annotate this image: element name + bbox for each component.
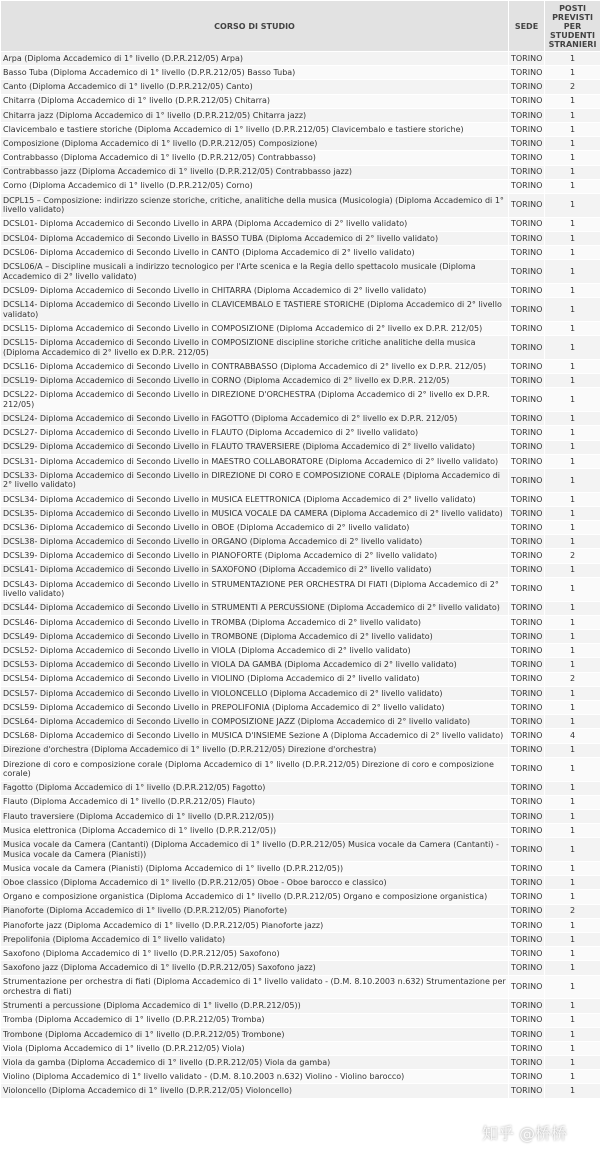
cell-sede: TORINO	[509, 137, 545, 151]
cell-sede: TORINO	[509, 601, 545, 615]
header-row	[1, 1, 600, 52]
cell-course: DCSL59- Diploma Accademico di Secondo Livello in PREPOLIFONIA (Diploma Accademico di 2° livello validato)	[1, 700, 509, 714]
cell-sede: TORINO	[509, 151, 545, 165]
cell-course: Violino (Diploma Accademico di 1° livello validato - (D.M. 8.10.2003 n.632) Violino - Violino barocco)	[1, 1070, 509, 1084]
cell-sede: TORINO	[509, 715, 545, 729]
cell-posti: 1	[545, 947, 600, 961]
cell-posti: 1	[545, 876, 600, 890]
cell-sede: TORINO	[509, 231, 545, 245]
table-row	[1, 260, 600, 284]
table-row	[1, 426, 600, 440]
table-row	[1, 284, 600, 298]
cell-sede: TORINO	[509, 217, 545, 231]
cell-posti: 1	[545, 1013, 600, 1027]
cell-course: Canto (Diploma Accademico di 1° livello (D.P.R.212/05) Canto)	[1, 80, 509, 94]
cell-sede: TORINO	[509, 644, 545, 658]
cell-sede: TORINO	[509, 260, 545, 284]
table-row	[1, 80, 600, 94]
cell-sede: TORINO	[509, 795, 545, 809]
cell-posti: 1	[545, 795, 600, 809]
table-row	[1, 876, 600, 890]
cell-sede: TORINO	[509, 246, 545, 260]
cell-posti: 1	[545, 521, 600, 535]
cell-posti: 1	[545, 246, 600, 260]
cell-course: DCSL49- Diploma Accademico di Secondo Livello in TROMBONE (Diploma Accademico di 2° livello validato)	[1, 630, 509, 644]
cell-posti: 2	[545, 80, 600, 94]
cell-sede: TORINO	[509, 336, 545, 360]
cell-sede: TORINO	[509, 94, 545, 108]
cell-course: DCSL34- Diploma Accademico di Secondo Livello in MUSICA ELETTRONICA (Diploma Accademico di 2° livello validato)	[1, 492, 509, 506]
cell-posti: 1	[545, 217, 600, 231]
cell-posti: 1	[545, 809, 600, 823]
cell-course: Saxofono (Diploma Accademico di 1° livello (D.P.R.212/05) Saxofono)	[1, 947, 509, 961]
cell-course: Organo e composizione organistica (Diploma Accademico di 1° livello (D.P.R.212/05) Organo e composizione organistica)	[1, 890, 509, 904]
cell-course: DCSL15- Diploma Accademico di Secondo Livello in COMPOSIZIONE (Diploma Accademico di 2° livello ex D.P.R. 212/05)	[1, 322, 509, 336]
cell-posti: 1	[545, 644, 600, 658]
cell-sede: TORINO	[509, 506, 545, 520]
cell-sede: TORINO	[509, 440, 545, 454]
cell-course: Pianoforte jazz (Diploma Accademico di 1° livello (D.P.R.212/05) Pianoforte jazz)	[1, 918, 509, 932]
cell-posti: 1	[545, 1027, 600, 1041]
cell-course: Trombone (Diploma Accademico di 1° livello (D.P.R.212/05) Trombone)	[1, 1027, 509, 1041]
cell-posti: 1	[545, 535, 600, 549]
table-row	[1, 440, 600, 454]
table-row	[1, 700, 600, 714]
table-row	[1, 918, 600, 932]
cell-posti: 1	[545, 890, 600, 904]
table-row	[1, 388, 600, 412]
table-row	[1, 630, 600, 644]
cell-course: DCSL24- Diploma Accademico di Secondo Livello in FAGOTTO (Diploma Accademico di 2° livello ex D.P.R. 212/05)	[1, 412, 509, 426]
cell-posti: 1	[545, 918, 600, 932]
cell-sede: TORINO	[509, 179, 545, 193]
cell-posti: 1	[545, 122, 600, 136]
table-row	[1, 743, 600, 757]
table-row	[1, 468, 600, 492]
cell-course: Musica elettronica (Diploma Accademico di 1° livello (D.P.R.212/05))	[1, 824, 509, 838]
cell-course: DCSL35- Diploma Accademico di Secondo Livello in MUSICA VOCALE DA CAMERA (Diploma Accademico di 2° livello validato)	[1, 506, 509, 520]
cell-sede: TORINO	[509, 388, 545, 412]
table-row	[1, 890, 600, 904]
cell-posti: 1	[545, 492, 600, 506]
cell-sede: TORINO	[509, 374, 545, 388]
cell-posti: 1	[545, 322, 600, 336]
cell-course: DCSL41- Diploma Accademico di Secondo Livello in SAXOFONO (Diploma Accademico di 2° livello validato)	[1, 563, 509, 577]
cell-sede: TORINO	[509, 535, 545, 549]
cell-sede: TORINO	[509, 975, 545, 999]
table-row	[1, 932, 600, 946]
cell-sede: TORINO	[509, 838, 545, 862]
cell-course: DCSL15- Diploma Accademico di Secondo Livello in COMPOSIZIONE discipline storiche critiche analitiche della musica (Diploma Accademico di 2° livello ex D.P.R. 212/05)	[1, 336, 509, 360]
cell-sede: TORINO	[509, 932, 545, 946]
cell-sede: TORINO	[509, 426, 545, 440]
cell-sede: TORINO	[509, 52, 545, 66]
cell-sede: TORINO	[509, 630, 545, 644]
table-row	[1, 809, 600, 823]
cell-course: DCSL33- Diploma Accademico di Secondo Livello in DIREZIONE DI CORO E COMPOSIZIONE CORALE (Diploma Accademico di 2° livello validato)	[1, 468, 509, 492]
cell-posti: 1	[545, 108, 600, 122]
cell-sede: TORINO	[509, 322, 545, 336]
cell-course: DCSL44- Diploma Accademico di Secondo Livello in STRUMENTI A PERCUSSIONE (Diploma Accademico di 2° livello validato)	[1, 601, 509, 615]
table-row	[1, 601, 600, 615]
table-row	[1, 961, 600, 975]
table-row	[1, 108, 600, 122]
cell-posti: 1	[545, 781, 600, 795]
cell-course: DCSL43- Diploma Accademico di Secondo Livello in STRUMENTAZIONE PER ORCHESTRA DI FIATI (Diploma Accademico di 2° livello validato)	[1, 577, 509, 601]
cell-posti: 1	[545, 151, 600, 165]
cell-course: DCSL16- Diploma Accademico di Secondo Livello in CONTRABBASSO (Diploma Accademico di 2° livello ex D.P.R. 212/05)	[1, 360, 509, 374]
cell-course: DCSL38- Diploma Accademico di Secondo Livello in ORGANO (Diploma Accademico di 2° livello validato)	[1, 535, 509, 549]
cell-course: Flauto (Diploma Accademico di 1° livello (D.P.R.212/05) Flauto)	[1, 795, 509, 809]
cell-sede: TORINO	[509, 492, 545, 506]
cell-course: DCSL52- Diploma Accademico di Secondo Livello in VIOLA (Diploma Accademico di 2° livello validato)	[1, 644, 509, 658]
cell-sede: TORINO	[509, 743, 545, 757]
cell-sede: TORINO	[509, 904, 545, 918]
cell-sede: TORINO	[509, 298, 545, 322]
cell-course: Oboe classico (Diploma Accademico di 1° livello (D.P.R.212/05) Oboe - Oboe barocco e classico)	[1, 876, 509, 890]
cell-posti: 4	[545, 729, 600, 743]
cell-posti: 1	[545, 1056, 600, 1070]
cell-posti: 1	[545, 932, 600, 946]
cell-course: Flauto traversiere (Diploma Accademico di 1° livello (D.P.R.212/05))	[1, 809, 509, 823]
cell-sede: TORINO	[509, 360, 545, 374]
cell-course: Musica vocale da Camera (Pianisti) (Diploma Accademico di 1° livello (D.P.R.212/05))	[1, 862, 509, 876]
cell-course: DCSL06- Diploma Accademico di Secondo Livello in CANTO (Diploma Accademico di 2° livello validato)	[1, 246, 509, 260]
cell-posti: 1	[545, 388, 600, 412]
cell-course: Direzione di coro e composizione corale (Diploma Accademico di 1° livello (D.P.R.212/05) Direzione di coro e composizione corale)	[1, 757, 509, 781]
table-row	[1, 298, 600, 322]
cell-sede: TORINO	[509, 781, 545, 795]
cell-sede: TORINO	[509, 1027, 545, 1041]
cell-course: Strumentazione per orchestra di fiati (Diploma Accademico di 1° livello validato - (D.M. 8.10.2003 n.632) Strumentazione per orchestra di fiati)	[1, 975, 509, 999]
table-row	[1, 165, 600, 179]
cell-posti: 1	[545, 862, 600, 876]
cell-posti: 1	[545, 1084, 600, 1098]
cell-posti: 1	[545, 360, 600, 374]
cell-posti: 1	[545, 440, 600, 454]
cell-sede: TORINO	[509, 947, 545, 961]
table-row	[1, 492, 600, 506]
cell-course: Fagotto (Diploma Accademico di 1° livello (D.P.R.212/05) Fagotto)	[1, 781, 509, 795]
cell-sede: TORINO	[509, 672, 545, 686]
cell-course: Contrabbasso jazz (Diploma Accademico di 1° livello (D.P.R.212/05) Contrabbasso jazz)	[1, 165, 509, 179]
cell-posti: 1	[545, 284, 600, 298]
cell-course: DCSL31- Diploma Accademico di Secondo Livello in MAESTRO COLLABORATORE (Diploma Accademico di 2° livello validato)	[1, 454, 509, 468]
table-row	[1, 947, 600, 961]
table-row	[1, 193, 600, 217]
table-row	[1, 231, 600, 245]
cell-posti: 1	[545, 231, 600, 245]
cell-posti: 1	[545, 137, 600, 151]
cell-course: Arpa (Diploma Accademico di 1° livello (D.P.R.212/05) Arpa)	[1, 52, 509, 66]
cell-course: Pianoforte (Diploma Accademico di 1° livello (D.P.R.212/05) Pianoforte)	[1, 904, 509, 918]
cell-sede: TORINO	[509, 729, 545, 743]
table-row	[1, 374, 600, 388]
cell-course: Basso Tuba (Diploma Accademico di 1° livello (D.P.R.212/05) Basso Tuba)	[1, 66, 509, 80]
table-row	[1, 1041, 600, 1055]
cell-posti: 1	[545, 454, 600, 468]
table-row	[1, 549, 600, 563]
cell-posti: 1	[545, 975, 600, 999]
cell-sede: TORINO	[509, 824, 545, 838]
cell-course: Saxofono jazz (Diploma Accademico di 1° livello (D.P.R.212/05) Saxofono jazz)	[1, 961, 509, 975]
table-row	[1, 322, 600, 336]
cell-sede: TORINO	[509, 615, 545, 629]
cell-sede: TORINO	[509, 284, 545, 298]
cell-course: DCSL06/A – Discipline musicali a indirizzo tecnologico per l'Arte scenica e la Regia dello spettacolo musicale (Diploma Accademico di 2° livello validato)	[1, 260, 509, 284]
watermark: 知乎 @桥桥	[482, 1124, 568, 1143]
table-row	[1, 217, 600, 231]
cell-sede: TORINO	[509, 658, 545, 672]
cell-course: DCSL29- Diploma Accademico di Secondo Livello in FLAUTO TRAVERSIERE (Diploma Accademico di 2° livello validato)	[1, 440, 509, 454]
cell-course: DCSL68- Diploma Accademico di Secondo Livello in MUSICA D'INSIEME Sezione A (Diploma Accademico di 2° livello validato)	[1, 729, 509, 743]
cell-sede: TORINO	[509, 999, 545, 1013]
cell-course: DCSL14- Diploma Accademico di Secondo Livello in CLAVICEMBALO E TASTIERE STORICHE (Diploma Accademico di 2° livello validato)	[1, 298, 509, 322]
cell-course: DCSL19- Diploma Accademico di Secondo Livello in CORNO (Diploma Accademico di 2° livello ex D.P.R. 212/05)	[1, 374, 509, 388]
table-row	[1, 122, 600, 136]
cell-course: DCSL04- Diploma Accademico di Secondo Livello in BASSO TUBA (Diploma Accademico di 2° livello validato)	[1, 231, 509, 245]
cell-course: Musica vocale da Camera (Cantanti) (Diploma Accademico di 1° livello (D.P.R.212/05) Musica vocale da Camera (Cantanti) - Musica vocale da Camera (Pianisti))	[1, 838, 509, 862]
table-row	[1, 1070, 600, 1084]
cell-course: Direzione d'orchestra (Diploma Accademico di 1° livello (D.P.R.212/05) Direzione d'orchestra)	[1, 743, 509, 757]
cell-course: Contrabbasso (Diploma Accademico di 1° livello (D.P.R.212/05) Contrabbasso)	[1, 151, 509, 165]
table-row	[1, 862, 600, 876]
table-row	[1, 795, 600, 809]
cell-course: Clavicembalo e tastiere storiche (Diploma Accademico di 1° livello (D.P.R.212/05) Clavicembalo e tastiere storiche)	[1, 122, 509, 136]
cell-posti: 1	[545, 260, 600, 284]
cell-posti: 1	[545, 412, 600, 426]
table-row	[1, 179, 600, 193]
table-row	[1, 535, 600, 549]
cell-posti: 1	[545, 374, 600, 388]
cell-posti: 1	[545, 563, 600, 577]
table-row	[1, 506, 600, 520]
table-row	[1, 1013, 600, 1027]
cell-course: Chitarra (Diploma Accademico di 1° livello (D.P.R.212/05) Chitarra)	[1, 94, 509, 108]
cell-course: Violoncello (Diploma Accademico di 1° livello (D.P.R.212/05) Violoncello)	[1, 1084, 509, 1098]
cell-course: Tromba (Diploma Accademico di 1° livello (D.P.R.212/05) Tromba)	[1, 1013, 509, 1027]
cell-sede: TORINO	[509, 1070, 545, 1084]
cell-sede: TORINO	[509, 918, 545, 932]
cell-course: DCSL46- Diploma Accademico di Secondo Livello in TROMBA (Diploma Accademico di 2° livello validato)	[1, 615, 509, 629]
cell-posti: 1	[545, 715, 600, 729]
table-row	[1, 94, 600, 108]
cell-posti: 1	[545, 615, 600, 629]
cell-course: DCSL57- Diploma Accademico di Secondo Livello in VIOLONCELLO (Diploma Accademico di 2° livello validato)	[1, 686, 509, 700]
cell-course: Viola (Diploma Accademico di 1° livello (D.P.R.212/05) Viola)	[1, 1041, 509, 1055]
cell-sede: TORINO	[509, 876, 545, 890]
cell-course: DCSL64- Diploma Accademico di Secondo Livello in COMPOSIZIONE JAZZ (Diploma Accademico di 2° livello validato)	[1, 715, 509, 729]
table-row	[1, 729, 600, 743]
table-row	[1, 644, 600, 658]
cell-posti: 2	[545, 904, 600, 918]
cell-course: DCSL53- Diploma Accademico di Secondo Livello in VIOLA DA GAMBA (Diploma Accademico di 2° livello validato)	[1, 658, 509, 672]
cell-sede: TORINO	[509, 961, 545, 975]
cell-posti: 2	[545, 672, 600, 686]
cell-course: DCPL15 – Composizione: indirizzo scienze storiche, critiche, analitiche della musica (Musicologia) (Diploma Accademico di 1° livello validato)	[1, 193, 509, 217]
cell-sede: TORINO	[509, 1013, 545, 1027]
table-row	[1, 904, 600, 918]
table-row	[1, 151, 600, 165]
header-posti: POSTI PREVISTI PER STUDENTI STRANIERI	[545, 1, 600, 52]
cell-posti: 1	[545, 686, 600, 700]
cell-sede: TORINO	[509, 809, 545, 823]
cell-course: DCSL27- Diploma Accademico di Secondo Livello in FLAUTO (Diploma Accademico di 2° livello validato)	[1, 426, 509, 440]
cell-posti: 1	[545, 700, 600, 714]
cell-sede: TORINO	[509, 890, 545, 904]
cell-sede: TORINO	[509, 1084, 545, 1098]
table-row	[1, 658, 600, 672]
cell-posti: 1	[545, 577, 600, 601]
cell-course: Strumenti a percussione (Diploma Accademico di 1° livello (D.P.R.212/05))	[1, 999, 509, 1013]
cell-course: DCSL36- Diploma Accademico di Secondo Livello in OBOE (Diploma Accademico di 2° livello validato)	[1, 521, 509, 535]
cell-posti: 1	[545, 94, 600, 108]
table-row	[1, 975, 600, 999]
cell-posti: 1	[545, 506, 600, 520]
cell-posti: 1	[545, 165, 600, 179]
cell-sede: TORINO	[509, 686, 545, 700]
cell-sede: TORINO	[509, 80, 545, 94]
table-row	[1, 336, 600, 360]
cell-sede: TORINO	[509, 862, 545, 876]
cell-sede: TORINO	[509, 563, 545, 577]
cell-sede: TORINO	[509, 66, 545, 80]
cell-posti: 2	[545, 549, 600, 563]
table-row	[1, 66, 600, 80]
table-row	[1, 838, 600, 862]
cell-course: DCSL54- Diploma Accademico di Secondo Livello in VIOLINO (Diploma Accademico di 2° livello validato)	[1, 672, 509, 686]
cell-sede: TORINO	[509, 122, 545, 136]
table-row	[1, 412, 600, 426]
table-row	[1, 715, 600, 729]
cell-course: Viola da gamba (Diploma Accademico di 1° livello (D.P.R.212/05) Viola da gamba)	[1, 1056, 509, 1070]
header-sede: SEDE	[509, 1, 545, 52]
cell-posti: 1	[545, 743, 600, 757]
table-row	[1, 781, 600, 795]
cell-posti: 1	[545, 426, 600, 440]
table-row	[1, 999, 600, 1013]
table-row	[1, 246, 600, 260]
table-row	[1, 137, 600, 151]
table-row	[1, 757, 600, 781]
cell-posti: 1	[545, 179, 600, 193]
cell-posti: 1	[545, 824, 600, 838]
cell-sede: TORINO	[509, 165, 545, 179]
table-body	[1, 52, 600, 1099]
table-row	[1, 360, 600, 374]
cell-course: Prepolifonia (Diploma Accademico di 1° livello validato)	[1, 932, 509, 946]
table-row	[1, 52, 600, 66]
cell-posti: 1	[545, 298, 600, 322]
table-row	[1, 521, 600, 535]
cell-sede: TORINO	[509, 193, 545, 217]
table-row	[1, 615, 600, 629]
cell-posti: 1	[545, 838, 600, 862]
cell-sede: TORINO	[509, 577, 545, 601]
cell-posti: 1	[545, 630, 600, 644]
table-row	[1, 1027, 600, 1041]
table-row	[1, 454, 600, 468]
cell-posti: 1	[545, 658, 600, 672]
cell-posti: 1	[545, 999, 600, 1013]
cell-sede: TORINO	[509, 757, 545, 781]
cell-sede: TORINO	[509, 700, 545, 714]
cell-sede: TORINO	[509, 412, 545, 426]
cell-posti: 1	[545, 52, 600, 66]
cell-posti: 1	[545, 66, 600, 80]
cell-course: Composizione (Diploma Accademico di 1° livello (D.P.R.212/05) Composizione)	[1, 137, 509, 151]
cell-sede: TORINO	[509, 521, 545, 535]
table-row	[1, 577, 600, 601]
cell-posti: 1	[545, 601, 600, 615]
table-row	[1, 672, 600, 686]
cell-posti: 1	[545, 468, 600, 492]
cell-course: DCSL22- Diploma Accademico di Secondo Livello in DIREZIONE D'ORCHESTRA (Diploma Accademico di 2° livello ex D.P.R. 212/05)	[1, 388, 509, 412]
cell-sede: TORINO	[509, 1056, 545, 1070]
cell-sede: TORINO	[509, 468, 545, 492]
header-course: CORSO DI STUDIO	[1, 1, 509, 52]
table-row	[1, 824, 600, 838]
cell-sede: TORINO	[509, 108, 545, 122]
cell-course: DCSL39- Diploma Accademico di Secondo Livello in PIANOFORTE (Diploma Accademico di 2° livello validato)	[1, 549, 509, 563]
table-row	[1, 1056, 600, 1070]
table-row	[1, 563, 600, 577]
cell-sede: TORINO	[509, 454, 545, 468]
cell-posti: 1	[545, 961, 600, 975]
cell-course: Corno (Diploma Accademico di 1° livello (D.P.R.212/05) Corno)	[1, 179, 509, 193]
cell-posti: 1	[545, 193, 600, 217]
cell-course: Chitarra jazz (Diploma Accademico di 1° livello (D.P.R.212/05) Chitarra jazz)	[1, 108, 509, 122]
cell-posti: 1	[545, 757, 600, 781]
cell-posti: 1	[545, 1041, 600, 1055]
cell-posti: 1	[545, 1070, 600, 1084]
cell-course: DCSL01- Diploma Accademico di Secondo Livello in ARPA (Diploma Accademico di 2° livello validato)	[1, 217, 509, 231]
table-row	[1, 686, 600, 700]
cell-sede: TORINO	[509, 1041, 545, 1055]
cell-posti: 1	[545, 336, 600, 360]
cell-sede: TORINO	[509, 549, 545, 563]
cell-course: DCSL09- Diploma Accademico di Secondo Livello in CHITARRA (Diploma Accademico di 2° livello validato)	[1, 284, 509, 298]
table-row	[1, 1084, 600, 1098]
